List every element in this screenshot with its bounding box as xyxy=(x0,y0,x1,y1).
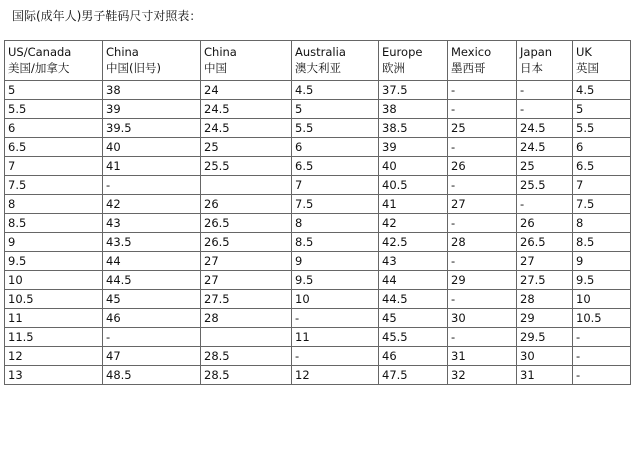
column-header-subtitle: 中国 xyxy=(204,61,227,75)
table-cell: 40 xyxy=(103,138,201,157)
column-header-name: China xyxy=(204,45,237,59)
column-header xyxy=(201,41,292,81)
table-cell: 5 xyxy=(5,81,103,100)
table-cell: 27 xyxy=(448,195,517,214)
table-cell: 24.5 xyxy=(201,119,292,138)
table-row xyxy=(5,214,631,233)
table-cell: 39 xyxy=(103,100,201,119)
table-cell: 29 xyxy=(448,271,517,290)
column-header xyxy=(573,41,631,81)
table-cell: 25 xyxy=(517,157,573,176)
table-cell: 10 xyxy=(292,290,379,309)
table-cell: 37.5 xyxy=(379,81,448,100)
table-cell: 43 xyxy=(379,252,448,271)
table-row xyxy=(5,176,631,195)
table-row xyxy=(5,138,631,157)
table-cell: - xyxy=(448,176,517,195)
table-cell: 27 xyxy=(517,252,573,271)
table-cell: 25.5 xyxy=(201,157,292,176)
table-cell: - xyxy=(292,347,379,366)
table-row xyxy=(5,290,631,309)
table-cell: - xyxy=(292,309,379,328)
table-row xyxy=(5,157,631,176)
table-cell: - xyxy=(448,81,517,100)
table-cell: 9.5 xyxy=(292,271,379,290)
column-header-name: Australia xyxy=(295,45,346,59)
table-cell: 6.5 xyxy=(292,157,379,176)
table-cell: 11.5 xyxy=(5,328,103,347)
table-row xyxy=(5,195,631,214)
table-cell: 28 xyxy=(201,309,292,328)
table-cell: 24.5 xyxy=(517,138,573,157)
table-cell: 10.5 xyxy=(5,290,103,309)
table-cell: 28.5 xyxy=(201,347,292,366)
table-cell xyxy=(201,328,292,347)
column-header-subtitle: 英国 xyxy=(576,61,599,75)
table-header xyxy=(5,41,631,81)
table-cell: 5.5 xyxy=(5,100,103,119)
table-cell: 6 xyxy=(5,119,103,138)
table-cell: - xyxy=(448,252,517,271)
table-cell: 4.5 xyxy=(573,81,631,100)
table-row xyxy=(5,81,631,100)
table-cell: 5.5 xyxy=(573,119,631,138)
table-cell: 26.5 xyxy=(201,233,292,252)
table-cell: 7 xyxy=(5,157,103,176)
table-cell: 7.5 xyxy=(292,195,379,214)
column-header xyxy=(292,41,379,81)
table-cell: 29.5 xyxy=(517,328,573,347)
table-cell: - xyxy=(573,347,631,366)
table-cell: 45.5 xyxy=(379,328,448,347)
table-row xyxy=(5,100,631,119)
table-body xyxy=(5,81,631,385)
table-cell: 13 xyxy=(5,366,103,385)
table-cell: - xyxy=(517,195,573,214)
table-cell: - xyxy=(448,138,517,157)
table-cell: - xyxy=(103,176,201,195)
table-cell: - xyxy=(448,100,517,119)
page-title: 国际(成年人)男子鞋码尺寸对照表： xyxy=(12,9,202,23)
table-cell: 27 xyxy=(201,271,292,290)
table-cell: 10 xyxy=(5,271,103,290)
table-cell: 28 xyxy=(448,233,517,252)
shoe-size-table xyxy=(4,40,631,385)
table-cell: 38 xyxy=(379,100,448,119)
table-cell: 48.5 xyxy=(103,366,201,385)
table-cell: 8.5 xyxy=(292,233,379,252)
table-cell: 24.5 xyxy=(201,100,292,119)
table-cell: 47 xyxy=(103,347,201,366)
table-cell: 30 xyxy=(517,347,573,366)
table-cell: 8 xyxy=(5,195,103,214)
table-cell: 39 xyxy=(379,138,448,157)
table-cell: 28.5 xyxy=(201,366,292,385)
table-cell: 6 xyxy=(573,138,631,157)
column-header-subtitle: 墨西哥 xyxy=(451,61,486,75)
table-cell: 45 xyxy=(103,290,201,309)
table-cell: 5 xyxy=(292,100,379,119)
table-cell: 44 xyxy=(103,252,201,271)
table-cell: 41 xyxy=(103,157,201,176)
table-cell: 11 xyxy=(5,309,103,328)
table-cell: - xyxy=(448,290,517,309)
column-header-name: Japan xyxy=(520,45,553,59)
table-cell: 8.5 xyxy=(5,214,103,233)
table-cell: 42.5 xyxy=(379,233,448,252)
table-cell: 45 xyxy=(379,309,448,328)
table-cell: 9.5 xyxy=(573,271,631,290)
table-cell: 9 xyxy=(573,252,631,271)
table-row xyxy=(5,328,631,347)
column-header-name: China xyxy=(106,45,139,59)
table-cell: 27.5 xyxy=(517,271,573,290)
table-row xyxy=(5,252,631,271)
table-cell: 12 xyxy=(5,347,103,366)
column-header xyxy=(517,41,573,81)
column-header-name: UK xyxy=(576,45,592,59)
table-cell: 7 xyxy=(292,176,379,195)
column-header xyxy=(448,41,517,81)
column-header xyxy=(379,41,448,81)
table-cell: 24.5 xyxy=(517,119,573,138)
table-cell: 44.5 xyxy=(379,290,448,309)
column-header-name: Europe xyxy=(382,45,423,59)
table-cell: 7.5 xyxy=(573,195,631,214)
table-cell: - xyxy=(517,100,573,119)
table-cell xyxy=(201,176,292,195)
column-header-subtitle: 美国/加拿大 xyxy=(8,61,70,75)
table-cell: - xyxy=(573,328,631,347)
column-header xyxy=(5,41,103,81)
table-cell: 25 xyxy=(201,138,292,157)
table-cell: 27.5 xyxy=(201,290,292,309)
table-cell: 46 xyxy=(103,309,201,328)
table-cell: 9.5 xyxy=(5,252,103,271)
table-cell: 7 xyxy=(573,176,631,195)
table-cell: 7.5 xyxy=(5,176,103,195)
table-cell: - xyxy=(517,81,573,100)
table-cell: 6.5 xyxy=(5,138,103,157)
table-cell: 8 xyxy=(573,214,631,233)
table-cell: 8 xyxy=(292,214,379,233)
table-row xyxy=(5,271,631,290)
table-cell: 26 xyxy=(201,195,292,214)
table-cell: 27 xyxy=(201,252,292,271)
table-cell: 25.5 xyxy=(517,176,573,195)
table-cell: 47.5 xyxy=(379,366,448,385)
table-cell: 38.5 xyxy=(379,119,448,138)
table-cell: 42 xyxy=(103,195,201,214)
table-cell: 38 xyxy=(103,81,201,100)
column-header-subtitle: 中国(旧号) xyxy=(106,61,161,75)
table-cell: 43 xyxy=(103,214,201,233)
column-header-name: US/Canada xyxy=(8,45,72,59)
table-cell: 26.5 xyxy=(517,233,573,252)
table-cell: 6.5 xyxy=(573,157,631,176)
table-row xyxy=(5,233,631,252)
column-header-subtitle: 澳大利亚 xyxy=(295,61,341,75)
table-cell: 5 xyxy=(573,100,631,119)
table-cell: 29 xyxy=(517,309,573,328)
table-cell: 46 xyxy=(379,347,448,366)
table-cell: 26.5 xyxy=(201,214,292,233)
table-row xyxy=(5,347,631,366)
table-cell: 10.5 xyxy=(573,309,631,328)
column-header xyxy=(103,41,201,81)
table-cell: - xyxy=(448,214,517,233)
table-cell: 12 xyxy=(292,366,379,385)
table-cell: 6 xyxy=(292,138,379,157)
header-row xyxy=(5,41,631,81)
table-cell: 25 xyxy=(448,119,517,138)
table-cell: 43.5 xyxy=(103,233,201,252)
table-cell: 26 xyxy=(517,214,573,233)
column-header-subtitle: 欧洲 xyxy=(382,61,405,75)
table-cell: 10 xyxy=(573,290,631,309)
table-cell: 31 xyxy=(517,366,573,385)
table-cell: 28 xyxy=(517,290,573,309)
table-cell: 8.5 xyxy=(573,233,631,252)
table-cell: 44 xyxy=(379,271,448,290)
table-cell: 32 xyxy=(448,366,517,385)
column-header-name: Mexico xyxy=(451,45,492,59)
table-cell: 40 xyxy=(379,157,448,176)
table-cell: - xyxy=(573,366,631,385)
column-header-subtitle: 日本 xyxy=(520,61,543,75)
table-cell: 4.5 xyxy=(292,81,379,100)
table-cell: 44.5 xyxy=(103,271,201,290)
table-cell: 24 xyxy=(201,81,292,100)
table-cell: 26 xyxy=(448,157,517,176)
table-cell: 39.5 xyxy=(103,119,201,138)
table-cell: 31 xyxy=(448,347,517,366)
table-cell: 30 xyxy=(448,309,517,328)
table-cell: - xyxy=(448,328,517,347)
table-cell: 42 xyxy=(379,214,448,233)
table-cell: 5.5 xyxy=(292,119,379,138)
table-cell: 40.5 xyxy=(379,176,448,195)
table-cell: 41 xyxy=(379,195,448,214)
table-row xyxy=(5,119,631,138)
table-cell: 11 xyxy=(292,328,379,347)
table-cell: 9 xyxy=(5,233,103,252)
table-cell: 9 xyxy=(292,252,379,271)
table-row xyxy=(5,309,631,328)
table-cell: - xyxy=(103,328,201,347)
table-row xyxy=(5,366,631,385)
